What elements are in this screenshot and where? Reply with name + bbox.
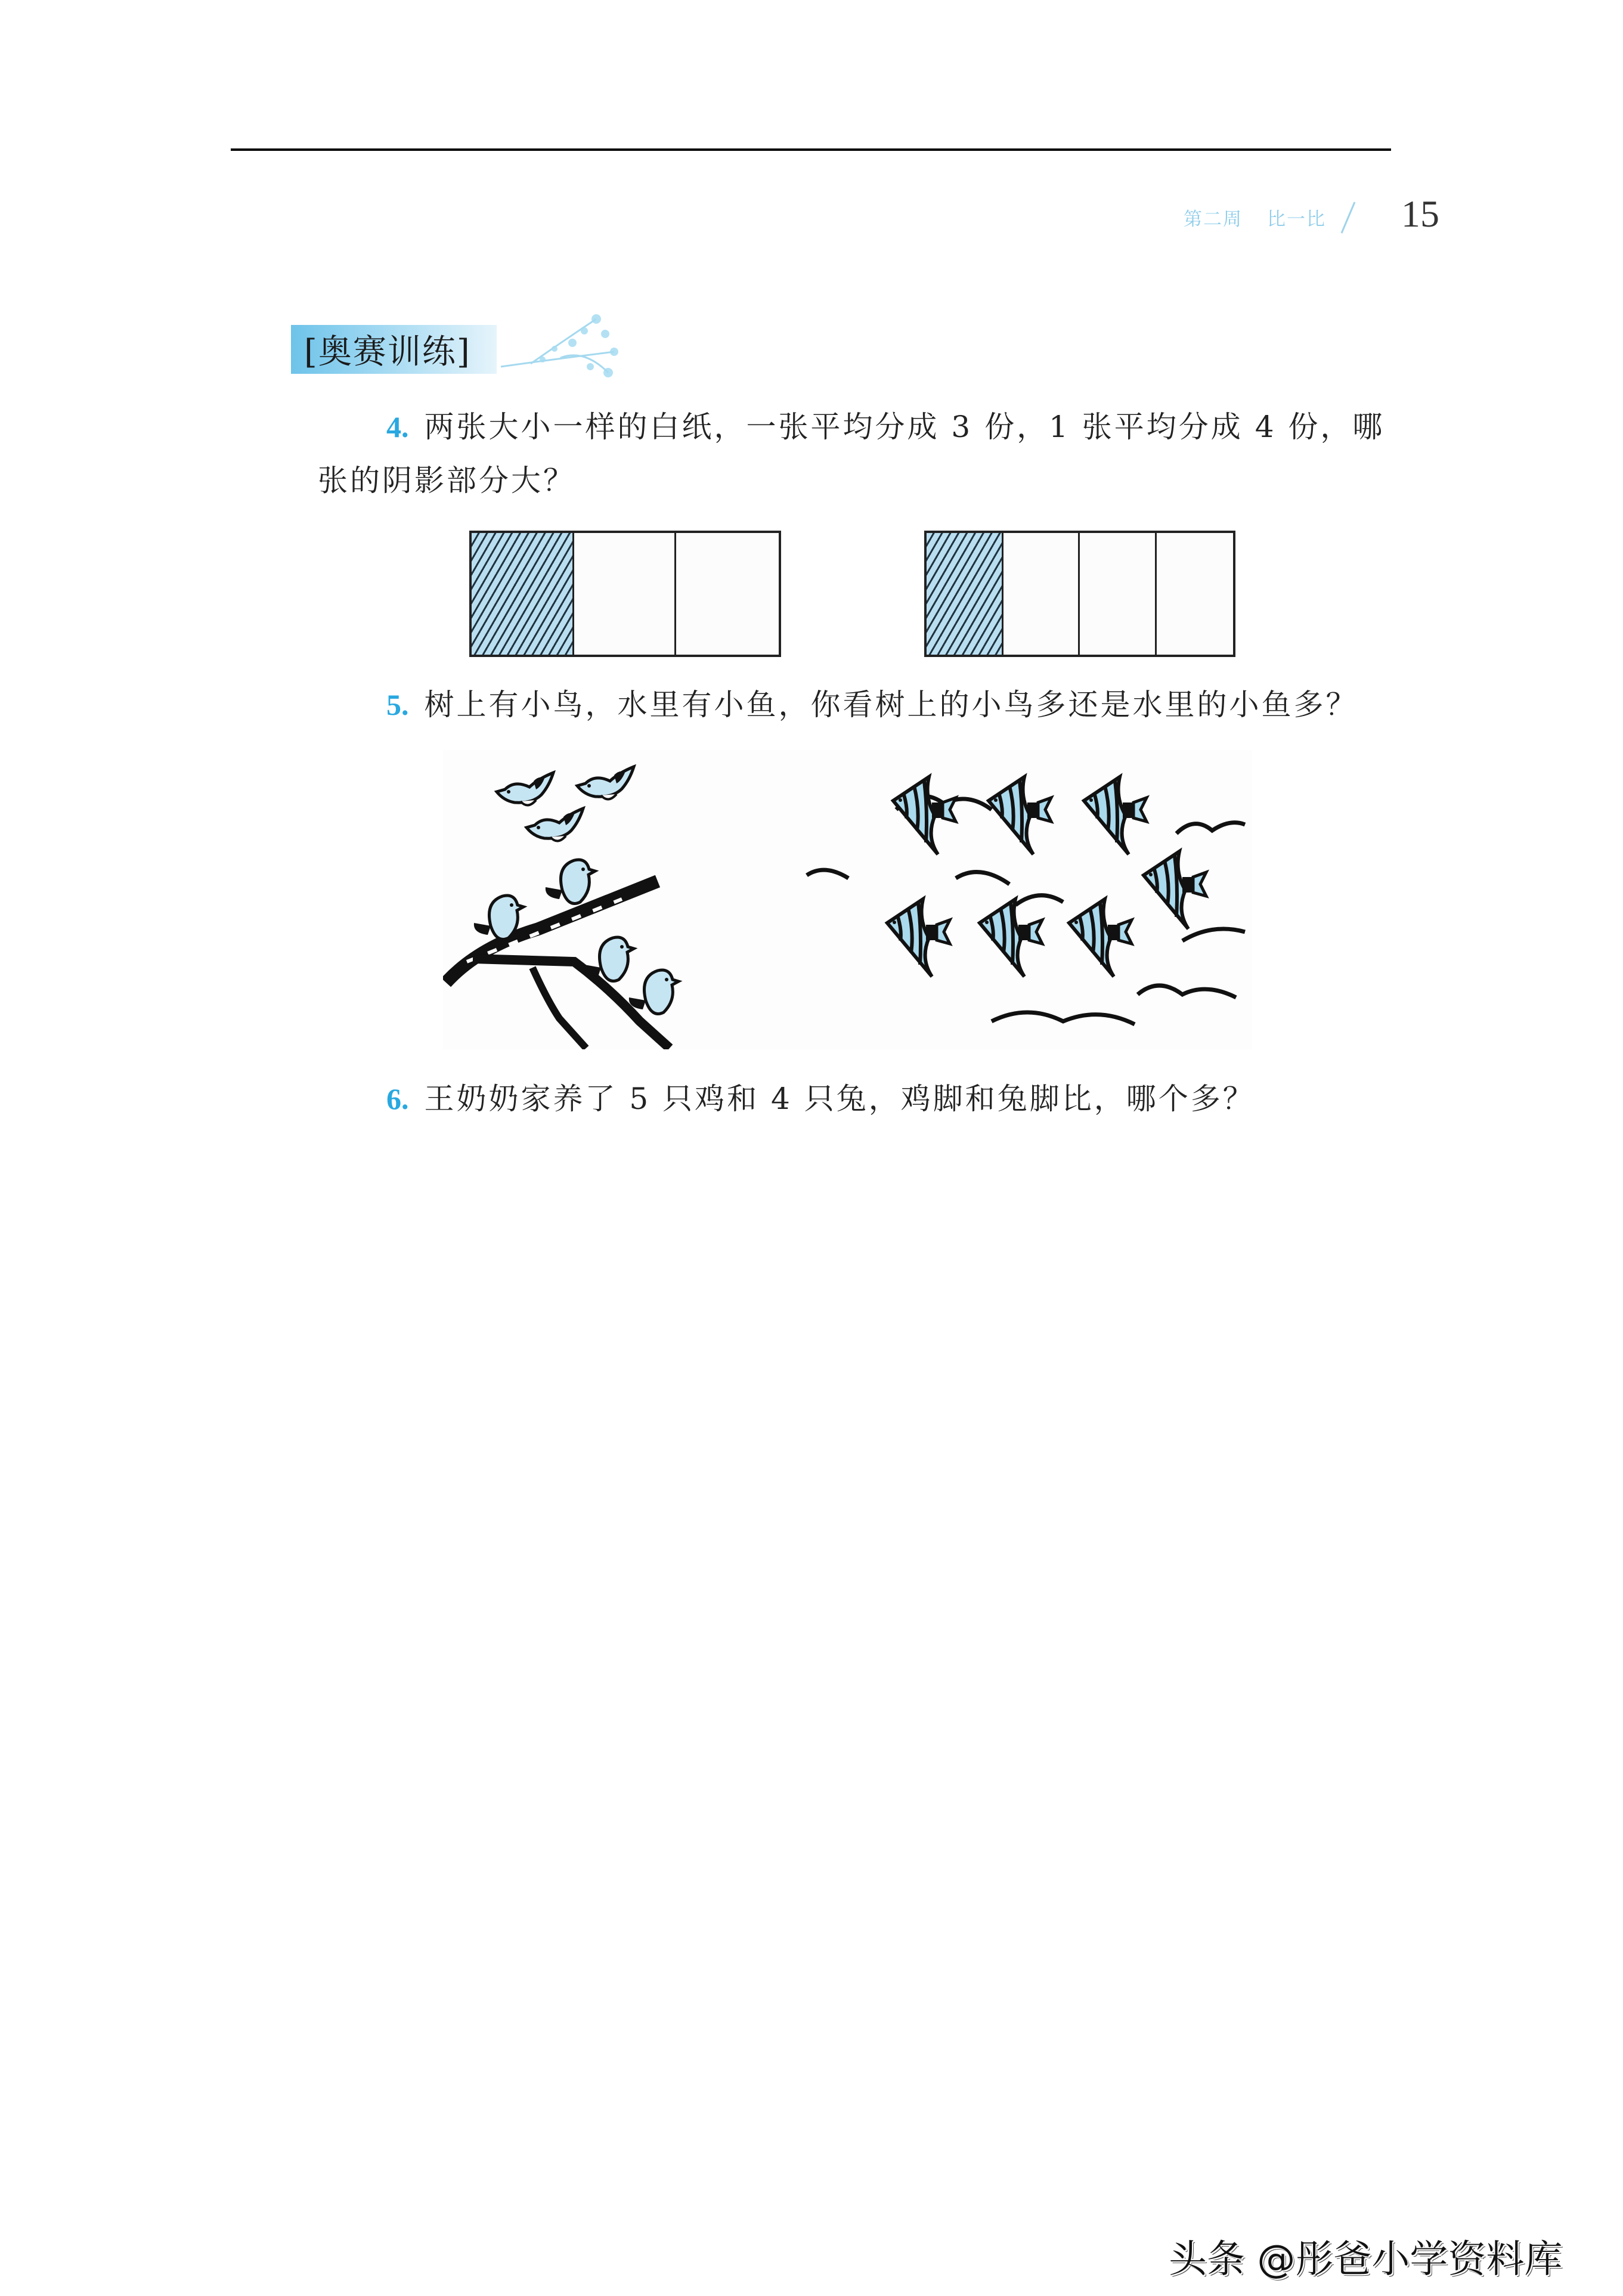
fish-icon <box>1144 851 1206 929</box>
question-text: 两张大小一样的白纸，一张平均分成 3 份，1 张平均分成 4 份，哪 <box>424 410 1385 444</box>
fish-icon <box>893 777 956 854</box>
header-topic-label: 比一比 <box>1267 209 1326 230</box>
question-5 <box>386 677 1358 732</box>
bird-icon <box>546 860 595 904</box>
bird-icon <box>526 808 583 841</box>
question-text: 树上有小鸟，水里有小鱼，你看树上的小鸟多还是水里的小鱼多？ <box>424 687 1358 722</box>
question-4 <box>386 399 1384 454</box>
blank-part <box>676 533 779 655</box>
blank-part <box>1080 533 1157 655</box>
birds-and-fish-illustration <box>443 750 1252 1049</box>
fish-icon <box>980 899 1042 977</box>
tree-branch-icon <box>446 881 670 1048</box>
fish-icon <box>989 777 1051 854</box>
blank-part <box>1003 533 1080 655</box>
fish-icon <box>1084 777 1147 854</box>
floral-branch-icon <box>495 307 626 391</box>
slash-divider-icon <box>1336 200 1359 236</box>
page-number: 15 <box>1401 193 1439 235</box>
bird-icon <box>497 773 553 805</box>
bird-icon <box>584 937 634 981</box>
fish-icon <box>887 899 950 977</box>
fish-icon <box>1069 899 1132 977</box>
header-week-label: 第二周 <box>1184 209 1243 230</box>
watermark: 头条 @彤爸小学资料库 <box>1169 2238 1563 2282</box>
question-number: 4. <box>386 410 409 444</box>
section-title: [奥赛训练] <box>304 333 471 371</box>
paper-four-parts <box>924 531 1235 657</box>
question-number: 5. <box>386 688 409 721</box>
bird-icon <box>577 767 634 800</box>
question-number: 6. <box>386 1082 409 1116</box>
paper-three-parts <box>469 531 781 657</box>
question-6 <box>386 1071 1255 1126</box>
shaded-part <box>472 533 574 655</box>
section-badge <box>291 325 497 374</box>
question-text: 王奶奶家养了 5 只鸡和 4 只兔，鸡脚和兔脚比，哪个多？ <box>424 1082 1255 1116</box>
bird-icon <box>629 970 679 1014</box>
header-rule <box>231 148 1391 151</box>
blank-part <box>1157 533 1234 655</box>
blank-part <box>574 533 677 655</box>
question-4-continued: 张的阴影部分大？ <box>318 463 575 498</box>
shaded-part <box>927 533 1003 655</box>
